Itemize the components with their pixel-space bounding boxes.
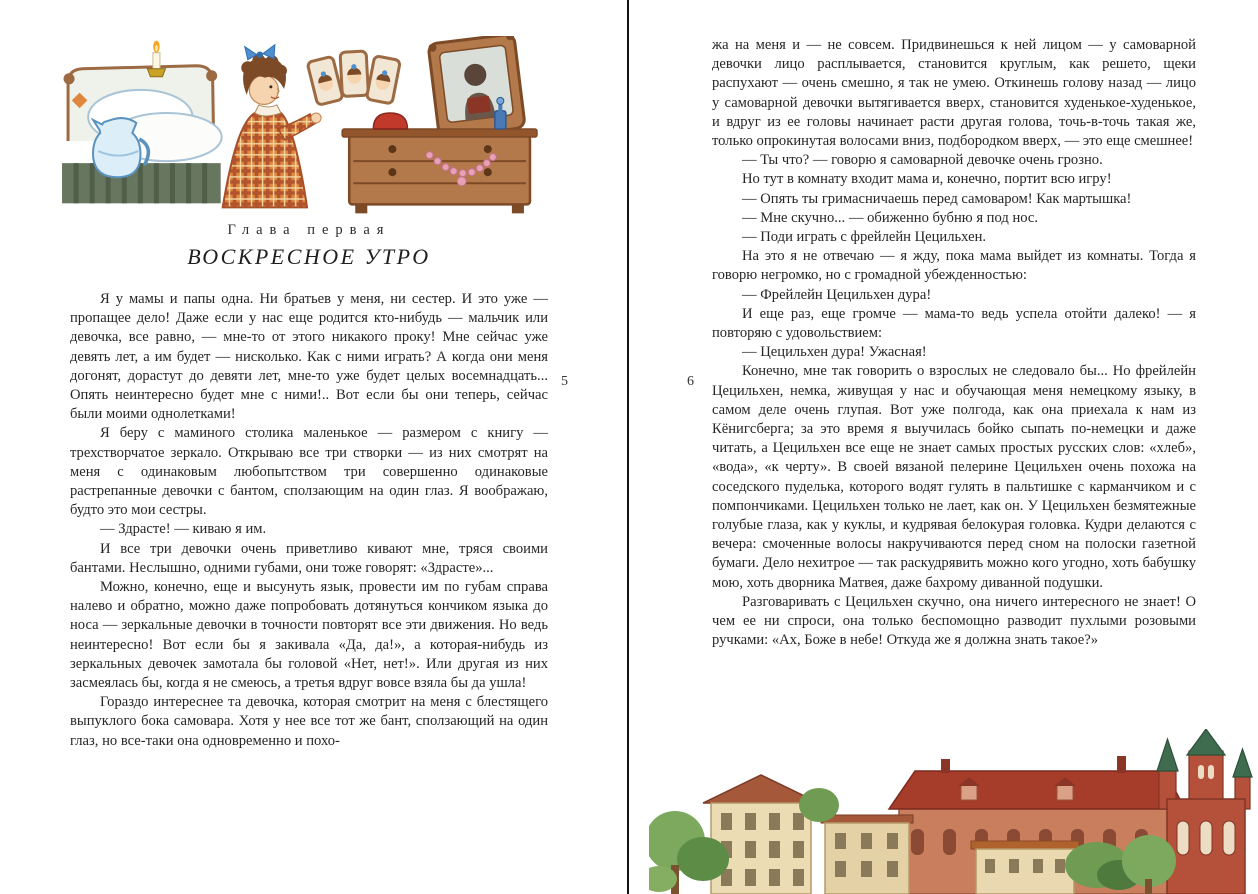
paragraph: — Опять ты гримасничаешь перед самоваром! Как мартышка! (742, 190, 1132, 207)
paragraph: Разговаривать с Цецильхен скучно, она ничего интересного не знает! О чем ее ни спроси, она только беспомощно разводит пухлыми розовыми ручками: «Ах, Боже в небе! Откуда же я должна знать такое?» (712, 593, 1196, 649)
dresser (342, 129, 537, 213)
page-number-right: 6 (687, 374, 694, 389)
paragraph: Конечно, мне так говорить о взрослых не следовало бы... Но фрейлейн Цецильхен, немка, живущая у нас и обучающая меня немецкому языку, в самом деле очень глупая. Вот уже полгода, как она приехала к нам из Кёнигсберга; за это время я выучилась бойко сыпать по-немецки и даже читать, а Цецильхен все еще не знает самых простых русских слов: «хлеб», «вода», «к черту». В своей вязаной пелерине Цецильхен очень похожа на соседского пуделька, которого водят гулять в пальтишке с карманчиком и с помпончиками. Цецильхен только не лает, как он. У Цецильхен безмятежные голубые глаза, как у куклы, и кудрявая белокурая головка. Кудри делаются с вечера: смоченные волосы накручиваются перед сном на полоски газетной бумаги. Дело нехитрое — так раскудрявить можно кого угодно, хоть бабушку мою, хоть дворника Матвея, даже бахрому диванной подушки. (712, 363, 1196, 591)
page-number-left: 5 (561, 374, 568, 389)
fez-cap (373, 113, 407, 129)
page-right (629, 0, 1258, 894)
chapter-heading (70, 222, 548, 270)
beige-building-left (703, 775, 819, 894)
girl-figure (223, 45, 321, 208)
town-illustration (649, 729, 1258, 894)
paragraph: И все три девочки очень приветливо кивают мне, тряся своими бантами. Неслышно, одними губами, они тоже говорят: «Здрасте»... (70, 540, 548, 576)
front-house (971, 841, 1079, 894)
left-text-column (70, 290, 548, 751)
beige-building-mid (821, 815, 913, 894)
paragraph: — Мне скучно... — обиженно бубню я под нос. (742, 209, 1039, 226)
candle (147, 41, 165, 77)
paragraph: И еще раз, еще громче — мама-то ведь успела отойти далеко! — я повторяю с удовольствием: (712, 305, 1196, 342)
paragraph: жа на меня и — не совсем. Придвинешься к ней лицом — у самоварной девочки лицо расплывается, становится круглым, как решето, щеки распухают — очень смешно, я так не умею. Откинешь голову назад — лицо у самоварной девочки вытягивается вверх, становится худенькое-худенькое, и вдруг из ее головы начинает расти другая голова, точь-в-точь такая же, только опрокинутая волосами вниз, подбородком вверх, — это еще смешнее! (712, 37, 1196, 150)
bed (62, 66, 222, 204)
paragraph: Гораздо интереснее та девочка, которая смотрит на меня с блестящего выпуклого бока самовара. Хотя у нее все тот же бант, сползающий на один глаз, но все-таки она одновременно и похо- (70, 694, 548, 749)
paragraph: На это я не отвечаю — я жду, пока мама выйдет из комнаты. Тогда я говорю негромко, но с громадной убежденностью: (712, 248, 1196, 284)
paragraph: — Цецильхен дура! Ужасная! (742, 344, 927, 361)
paragraph: Можно, конечно, еще и высунуть язык, провести им по губам справа налево и обратно, можно даже попробовать дотянуться кончиком языка до носа — зеркальные девочки в точности повторят все эти движения. Но ведь неинтересно! Вот если бы я закивала «Да, да!», а которая-нибудь из зеркальных девочек замотала бы головой «Нет, нет!». Или другая из них засмеялась бы, когда я не смеюсь, а третья вдруг вовсе взяла бы да ушла! (70, 579, 548, 692)
chapter-title: ВОСКРЕСНОЕ УТРО (187, 244, 431, 269)
paragraph: Но тут в комнату входит мама и, конечно, портит всю игру! (742, 171, 1112, 188)
trifold-mirror (307, 51, 400, 105)
standing-mirror (428, 36, 525, 138)
paragraph: — Поди играть с фрейлейн Цецильхен. (742, 229, 987, 246)
paragraph: Я беру с маминого столика маленькое — размером с книгу — трехстворчатое зеркало. Открываю все три створки — из них смотрят на меня с одинаковым любопытством три совершенно одинаковые растрепанные девочки с бантом, сползающим на один глаз. Я воображаю, будто это мои сестры. (70, 425, 548, 519)
bedroom-illustration (56, 36, 538, 218)
paragraph: — Ты что? — говорю я самоварной девочке очень грозно. (742, 152, 1103, 169)
right-text-column (712, 36, 1196, 651)
paragraph: — Фрейлейн Цецильхен дура! (742, 286, 932, 303)
chapter-label: Глава первая (227, 222, 391, 238)
paragraph: Я у мамы и папы одна. Ни братьев у меня, ни сестер. И это уже — пропащее дело! Даже если у нас еще родится кто-нибудь — мальчик или девочка, все равно, — мне-то от этого никакого проку! Мне сейчас уже девять лет, а им будет — нисколько. Как с ними играть? А когда они меня догонят, дорастут до девяти лет, мне-то уже будет целых восемнадцать... Опять неинтересно будет мне с ними!.. Вот если бы они теперь, сейчас были моими однолетками! (70, 291, 548, 423)
paragraph: — Здрасте! — киваю я им. (100, 521, 267, 538)
